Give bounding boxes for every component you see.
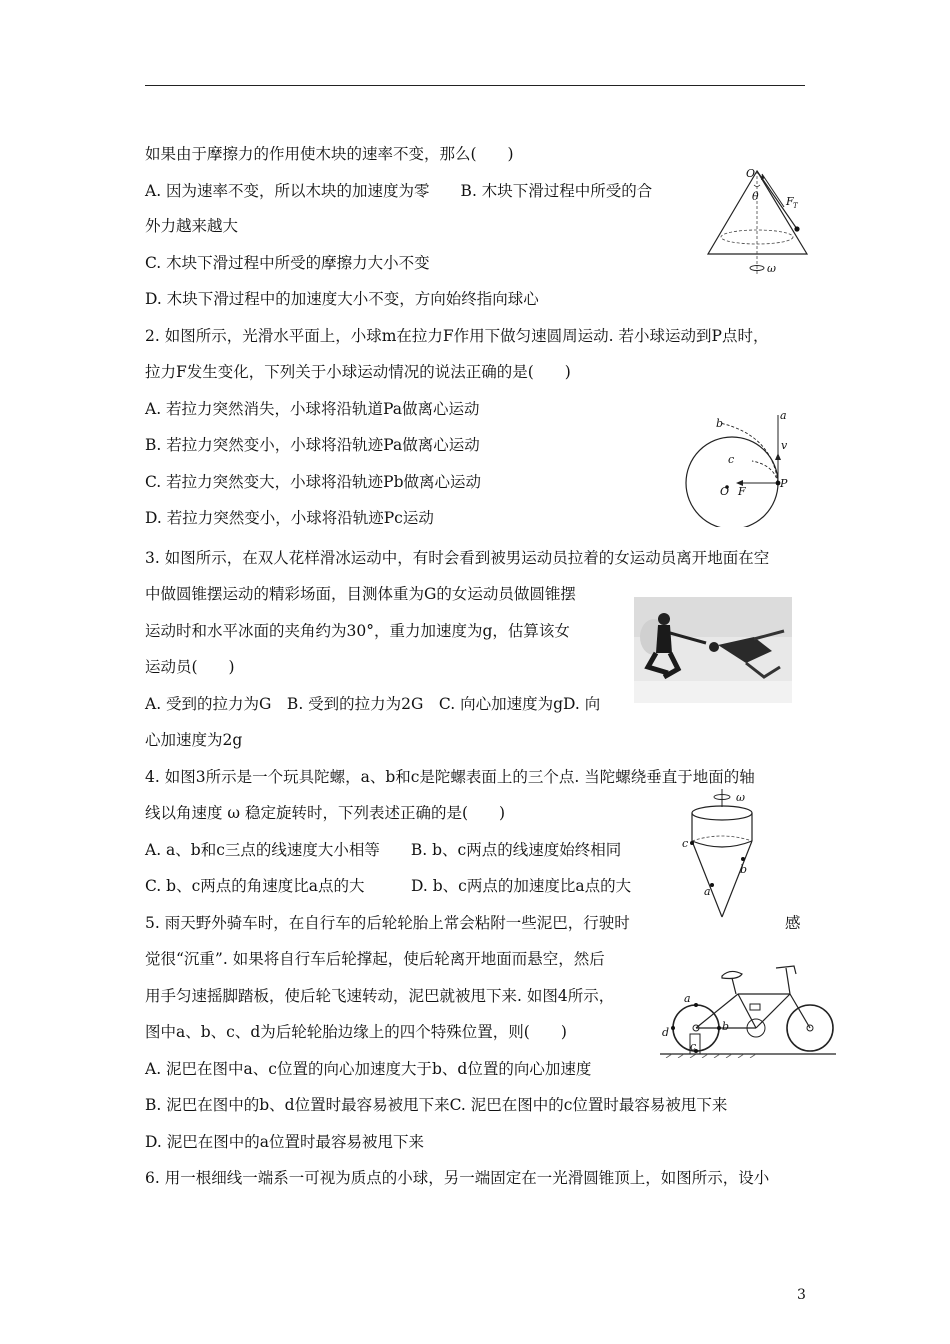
text-line: A. 因为速率不变，所以木块的加速度为零 B. 木块下滑过程中所受的合: [145, 182, 653, 200]
text-line: B. 泥巴在图中的b、d位置时最容易被甩下来C. 泥巴在图中的c位置时最容易被甩下来: [145, 1096, 728, 1114]
label-c: c: [728, 453, 735, 466]
text-line: 线以角速度 ω 稳定旋转时，下列表述正确的是( ): [145, 804, 506, 822]
text-line: 4. 如图3所示是一个玩具陀螺，a、b和c是陀螺表面上的三个点. 当陀螺绕垂直于地面的轴: [145, 768, 755, 786]
label-v: v: [781, 439, 788, 452]
label-o: O: [720, 485, 730, 498]
label-f: F: [738, 485, 746, 498]
text-line: C. 木块下滑过程中所受的摩擦力大小不变: [145, 254, 430, 272]
cone-pendulum-figure: [700, 165, 815, 280]
label-c: c: [682, 837, 689, 850]
text-line: 图中a、b、c、d为后轮轮胎边缘上的四个特殊位置，则( ): [145, 1023, 567, 1041]
text-line: 外力越来越大: [145, 217, 239, 235]
text-line: 拉力F发生变化，下列关于小球运动情况的说法正确的是( ): [145, 363, 571, 381]
text-line: 中做圆锥摆运动的精彩场面，目测体重为G的女运动员做圆锥摆: [145, 585, 576, 603]
label-a: a: [704, 885, 711, 898]
text-line: D. 泥巴在图中的a位置时最容易被甩下来: [145, 1133, 424, 1151]
label-omega: ω: [767, 262, 776, 275]
text-line: 运动员( ): [145, 658, 235, 676]
label-b: b: [716, 417, 724, 430]
label-o: O: [746, 167, 756, 180]
text-line: D. 木块下滑过程中的加速度大小不变，方向始终指向球心: [145, 290, 539, 308]
label-d: d: [662, 1026, 670, 1039]
figure-skating-photo: [634, 597, 792, 703]
text-line: D. 若拉力突然变小，小球将沿轨迹Pc运动: [145, 509, 434, 527]
label-omega: ω: [736, 791, 745, 804]
spinning-top-figure: [672, 787, 782, 927]
text-line: C. 若拉力突然变大，小球将沿轨迹Pb做离心运动: [145, 473, 482, 491]
text-line: 6. 用一根细线一端系一可视为质点的小球，另一端固定在一光滑圆锥顶上，如图所示，设小: [145, 1169, 770, 1187]
label-b: b: [740, 863, 748, 876]
text-line: 如果由于摩擦力的作用使木块的速率不变，那么( ): [145, 145, 514, 163]
text-line: C. b、c两点的角速度比a点的大 D. b、c两点的加速度比a点的大: [145, 877, 632, 895]
header-rule: [145, 85, 805, 86]
text-line: 用手匀速摇脚踏板，使后轮飞速转动，泥巴就被甩下来. 如图4所示，: [145, 987, 615, 1005]
text-line: 感: [785, 914, 801, 932]
label-c: c: [690, 1040, 697, 1053]
text-line: 2. 如图所示，光滑水平面上，小球m在拉力F作用下做匀速圆周运动. 若小球运动到P点时，: [145, 327, 769, 345]
text-line: A. 受到的拉力为G B. 受到的拉力为2G C. 向心加速度为gD. 向: [145, 695, 601, 713]
circular-motion-figure: [680, 407, 795, 527]
text-line: B. 若拉力突然变小，小球将沿轨迹Pa做离心运动: [145, 436, 480, 454]
label-ft-sub: T: [793, 202, 798, 210]
label-p: P: [780, 477, 788, 490]
label-a: a: [780, 409, 787, 422]
text-line: A. a、b和c三点的线速度大小相等 B. b、c两点的线速度始终相同: [145, 841, 622, 859]
bicycle-figure: [658, 958, 838, 1058]
text-line: 3. 如图所示，在双人花样滑冰运动中，有时会看到被男运动员拉着的女运动员离开地面在空: [145, 549, 770, 567]
text-line: 心加速度为2g: [145, 731, 243, 749]
label-a: a: [684, 992, 691, 1005]
label-b: b: [722, 1020, 730, 1033]
text-line: A. 泥巴在图中a、c位置的向心加速度大于b、d位置的向心加速度: [145, 1060, 592, 1078]
text-line: 5. 雨天野外骑车时，在自行车的后轮轮胎上常会粘附一些泥巴，行驶时: [145, 914, 630, 932]
label-theta: θ: [752, 190, 759, 203]
text-line: 运动时和水平冰面的夹角约为30°，重力加速度为g，估算该女: [145, 622, 570, 640]
label-ft: F: [786, 195, 794, 208]
page-number: 3: [797, 1287, 806, 1303]
text-line: 觉很“沉重”. 如果将自行车后轮撑起，使后轮离开地面而悬空，然后: [145, 950, 605, 968]
text-line: A. 若拉力突然消失，小球将沿轨道Pa做离心运动: [145, 400, 480, 418]
